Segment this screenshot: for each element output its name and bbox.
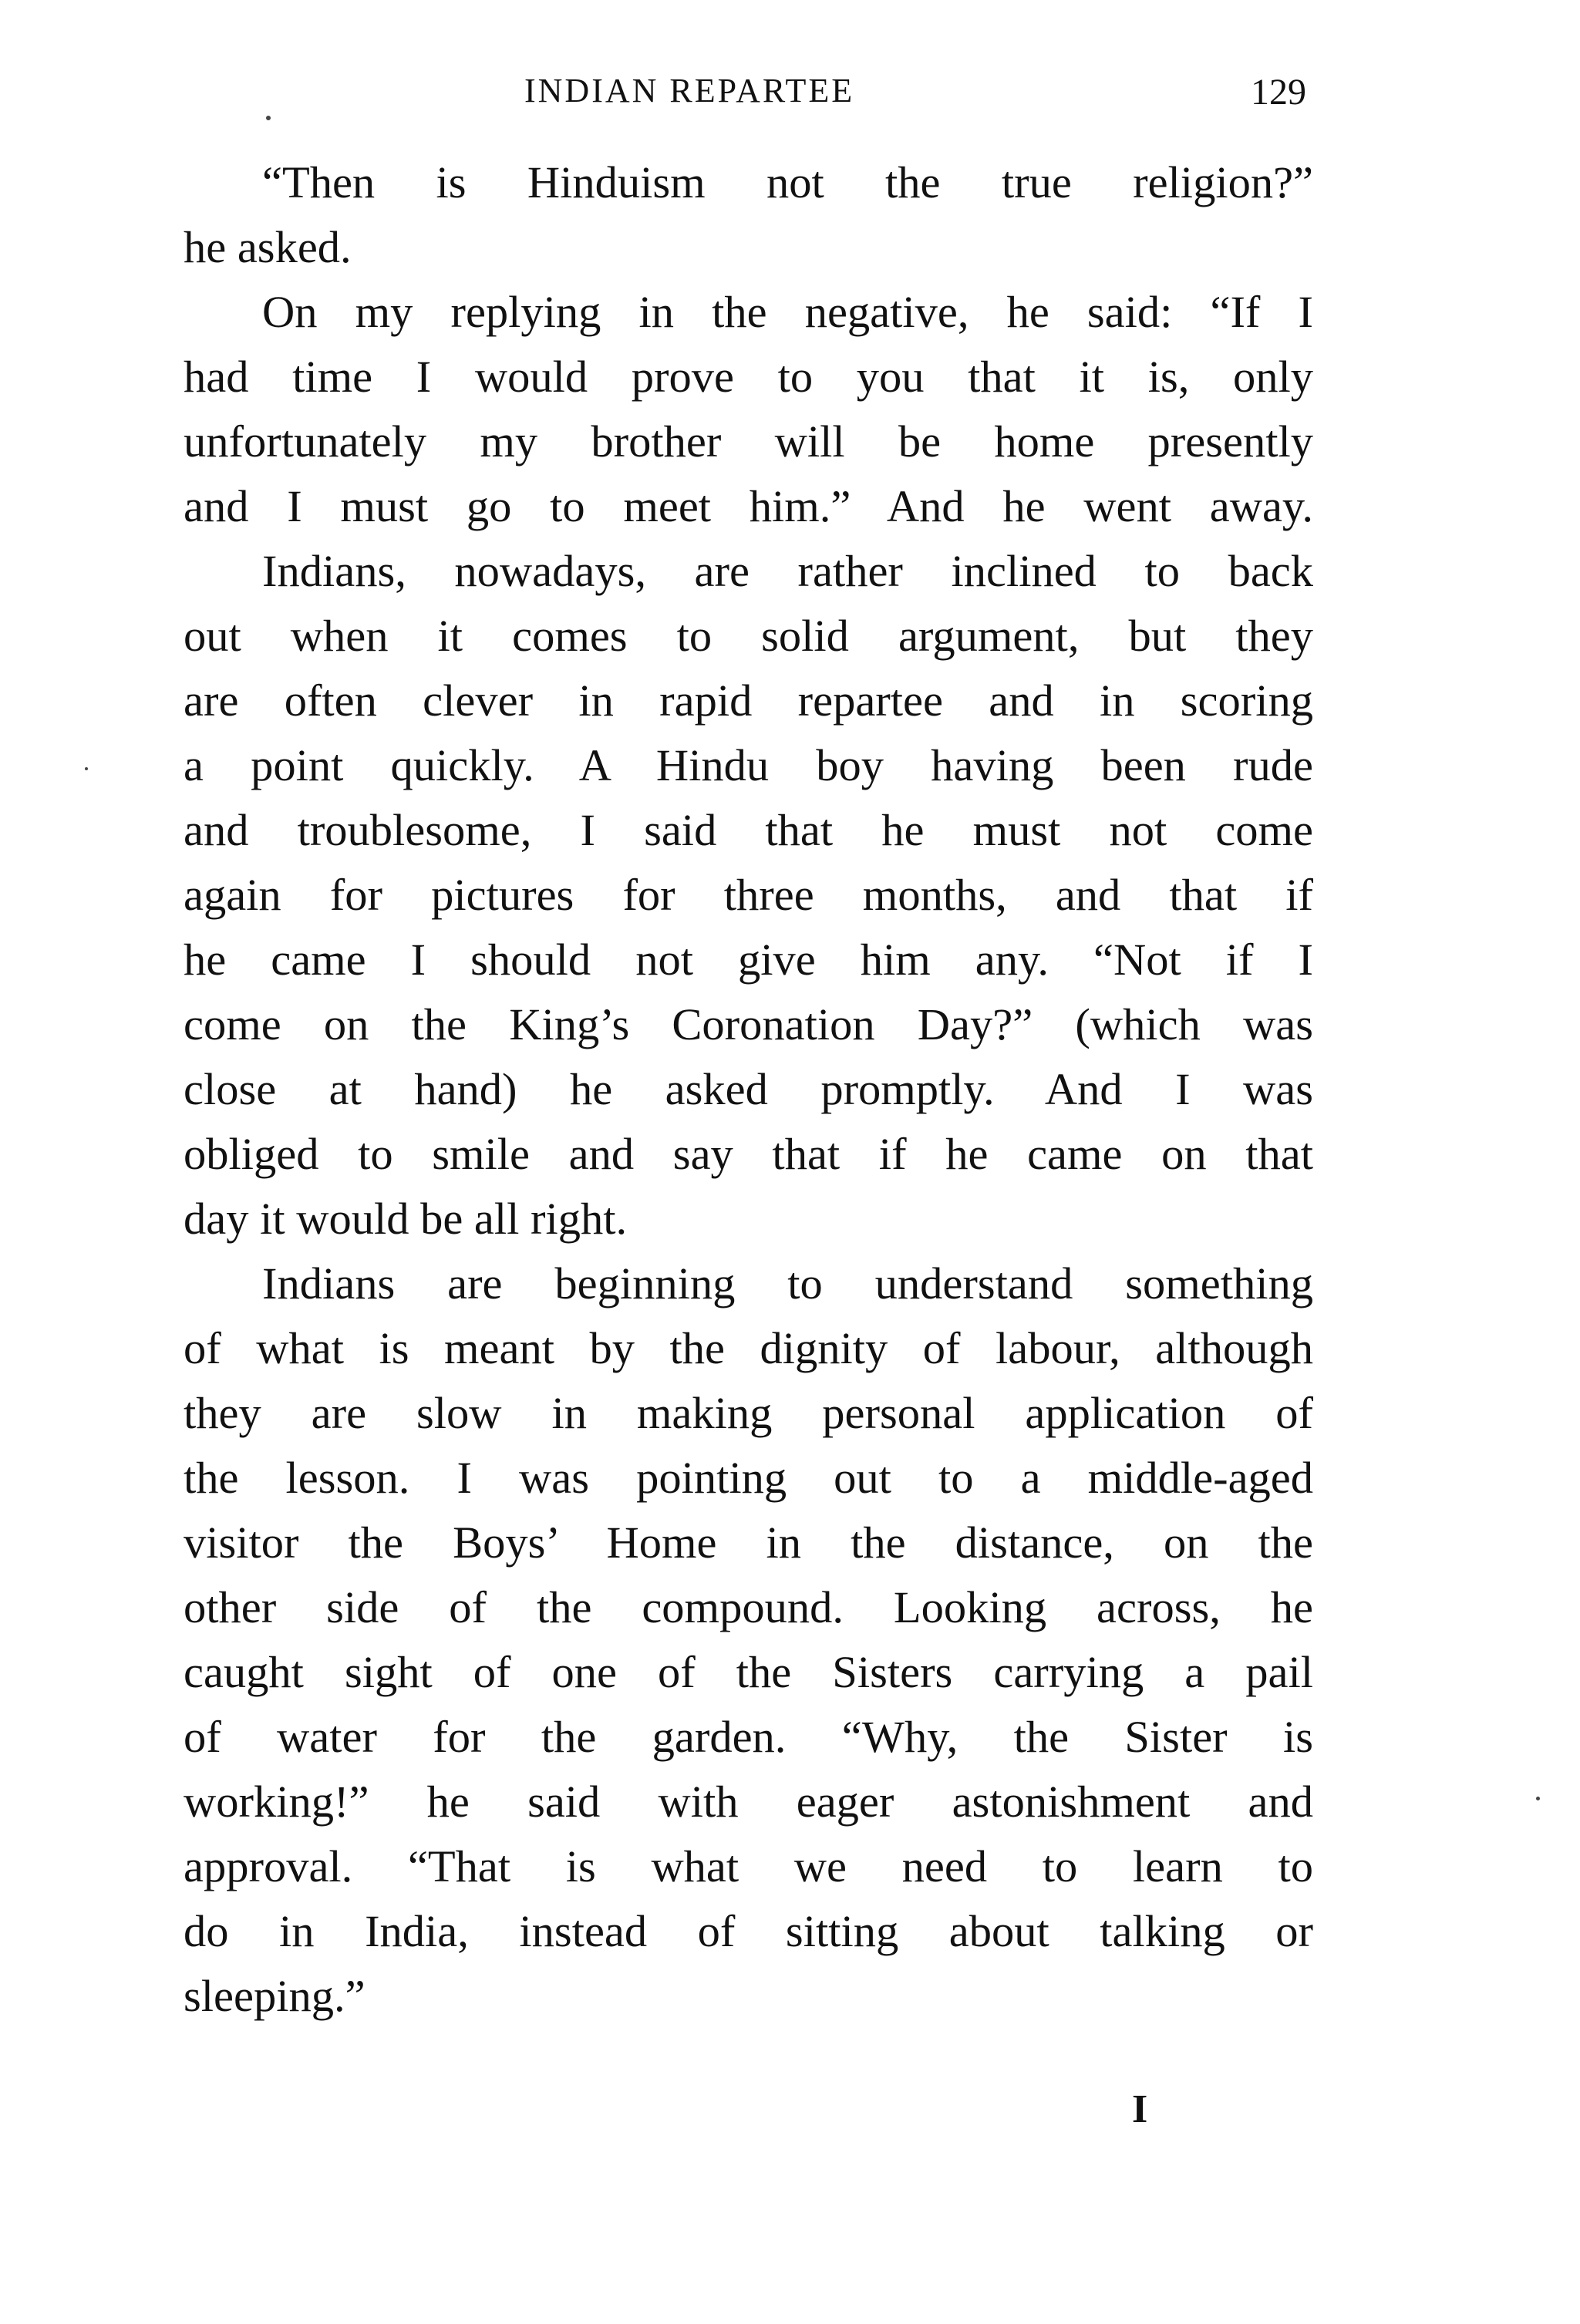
text-line: and troublesome, I said that he must not come: [184, 805, 1313, 855]
text-line: sleeping.”: [184, 1971, 366, 2021]
text-line: do in India, instead of sitting about talking or: [184, 1906, 1313, 1956]
text-line: a point quickly. A Hindu boy having been rude: [184, 740, 1313, 790]
text-line: come on the King’s Coronation Day?” (which was: [184, 999, 1313, 1049]
text-line: close at hand) he asked promptly. And I was: [184, 1064, 1313, 1114]
ink-speck: [266, 116, 271, 120]
text-line: “Then is Hinduism not the true religion?”: [262, 157, 1313, 207]
body-text: [184, 150, 1313, 2029]
text-line: again for pictures for three months, and that if: [184, 870, 1313, 920]
signature-mark: I: [1132, 2087, 1148, 2131]
text-line: Indians, nowadays, are rather inclined to back: [262, 546, 1313, 596]
text-line: unfortunately my brother will be home presently: [184, 416, 1313, 466]
running-title: INDIAN REPARTEE: [524, 72, 855, 109]
text-line: of what is meant by the dignity of labour, although: [184, 1323, 1313, 1373]
text-line: he came I should not give him any. “Not if I: [184, 935, 1313, 985]
text-line: of water for the garden. “Why, the Sister is: [184, 1712, 1313, 1762]
text-line: had time I would prove to you that it is, only: [184, 352, 1313, 402]
ink-speck: [85, 767, 88, 770]
ink-speck: [1536, 1797, 1540, 1800]
text-line: other side of the compound. Looking across, he: [184, 1582, 1313, 1632]
text-line: the lesson. I was pointing out to a middle-aged: [184, 1453, 1313, 1503]
text-line: caught sight of one of the Sisters carrying a pail: [184, 1647, 1313, 1697]
text-line: On my replying in the negative, he said: “If I: [262, 287, 1313, 337]
paragraph-3: [184, 539, 1313, 1251]
text-line: visitor the Boys’ Home in the distance, on the: [184, 1517, 1313, 1568]
text-line: day it would be all right.: [184, 1194, 628, 1244]
text-line: Indians are beginning to understand something: [262, 1258, 1313, 1309]
text-line: are often clever in rapid repartee and in scoring: [184, 675, 1313, 726]
text-line: they are slow in making personal application of: [184, 1388, 1313, 1438]
text-line: he asked.: [184, 222, 352, 272]
text-line: working!” he said with eager astonishment and: [184, 1777, 1313, 1827]
paragraph-1: [184, 150, 1313, 280]
paragraph-2: [184, 280, 1313, 539]
text-line: obliged to smile and say that if he came on that: [184, 1129, 1313, 1179]
text-line: approval. “That is what we need to learn to: [184, 1841, 1313, 1891]
page-number: 129: [1251, 72, 1306, 113]
text-line: and I must go to meet him.” And he went away.: [184, 481, 1313, 531]
text-line: out when it comes to solid argument, but they: [184, 611, 1313, 661]
paragraph-4: [184, 1251, 1313, 2029]
